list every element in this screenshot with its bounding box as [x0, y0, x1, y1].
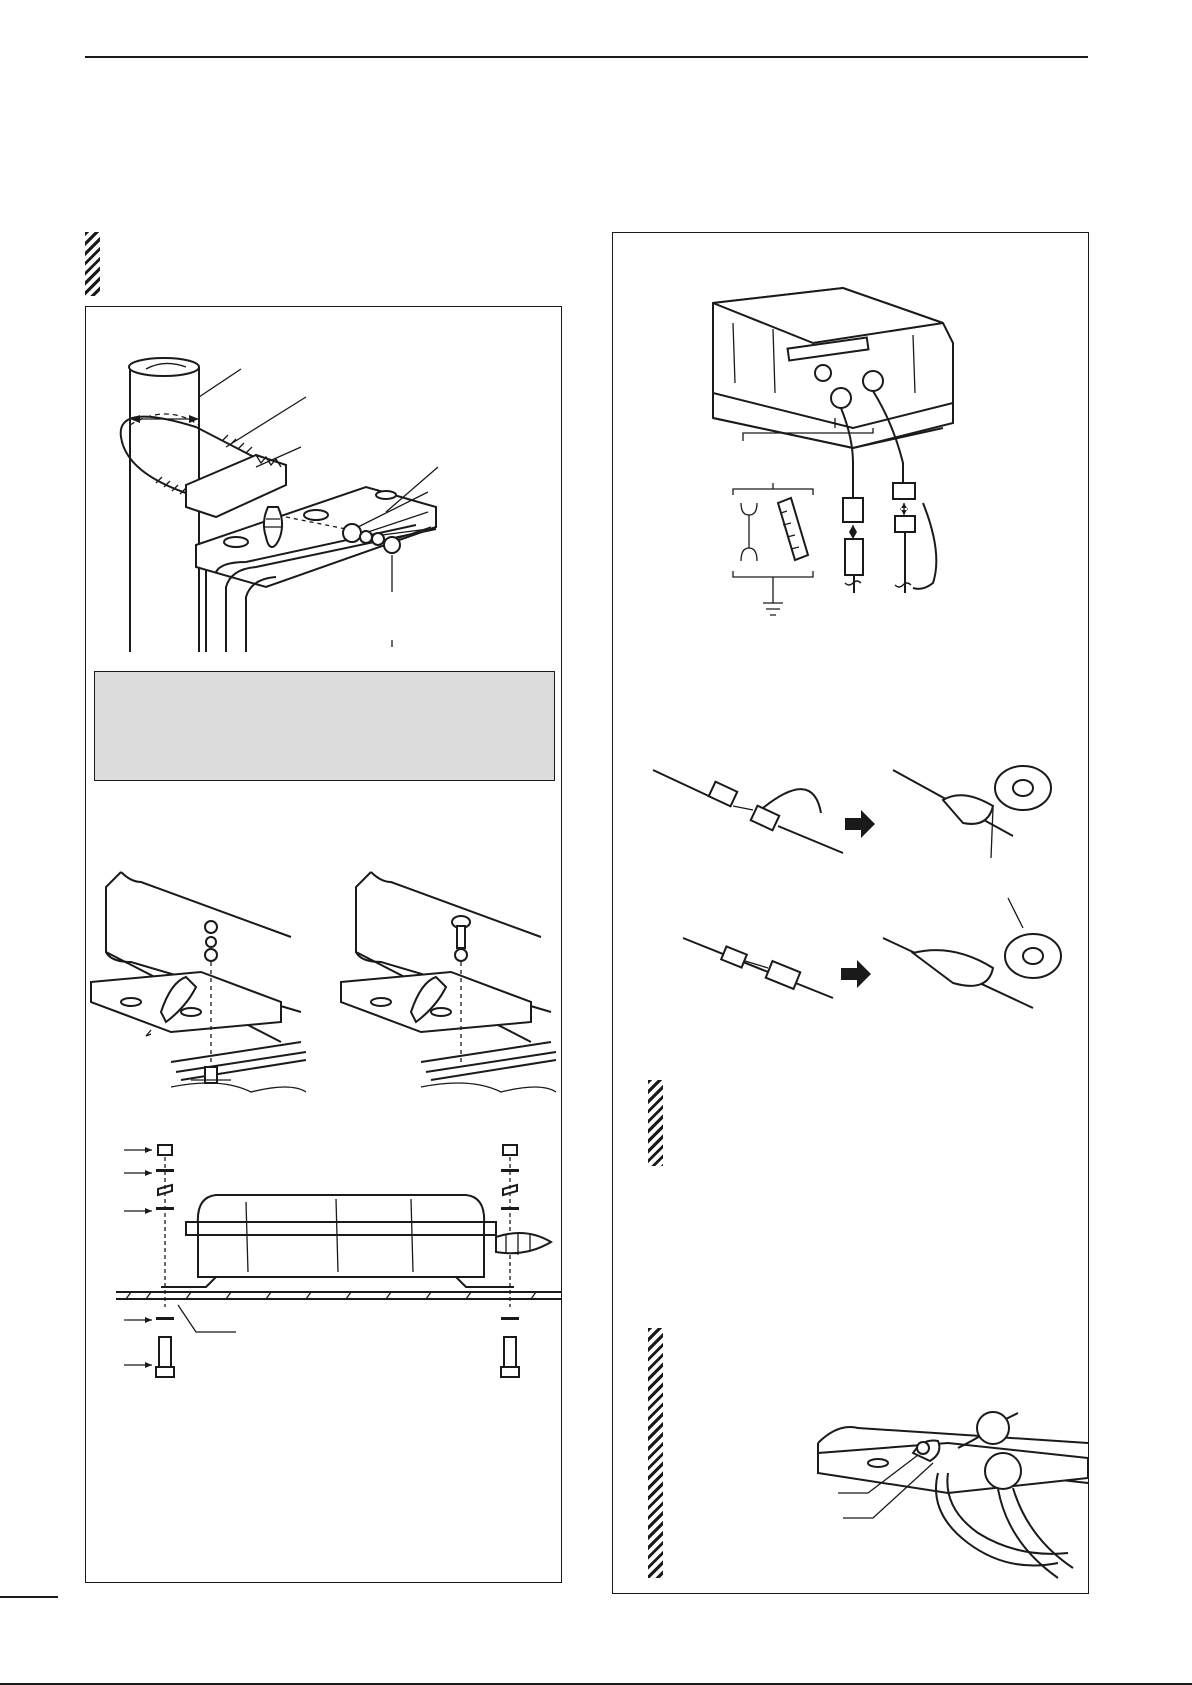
caution-note-box [94, 671, 555, 781]
left-illustration-panel [85, 306, 562, 1583]
waterproofing-figure-1 [613, 758, 1088, 868]
waterproofing-figure-2 [613, 898, 1088, 1018]
connector-overview-figure [613, 233, 1088, 613]
surface-mount-figure-right [341, 862, 561, 1102]
hatch-marker-icon [648, 1328, 663, 1578]
header-rule [85, 56, 1088, 58]
footer-page-rule [0, 1596, 58, 1598]
surface-mount-figure-left [91, 862, 311, 1102]
hatch-marker-icon [648, 1080, 663, 1166]
pole-mounting-figure [86, 307, 561, 657]
ground-terminal-figure [798, 1403, 1088, 1598]
right-illustration-panel [612, 232, 1089, 1594]
hatch-marker-icon [85, 232, 100, 296]
exploded-side-view-figure [86, 1127, 561, 1387]
